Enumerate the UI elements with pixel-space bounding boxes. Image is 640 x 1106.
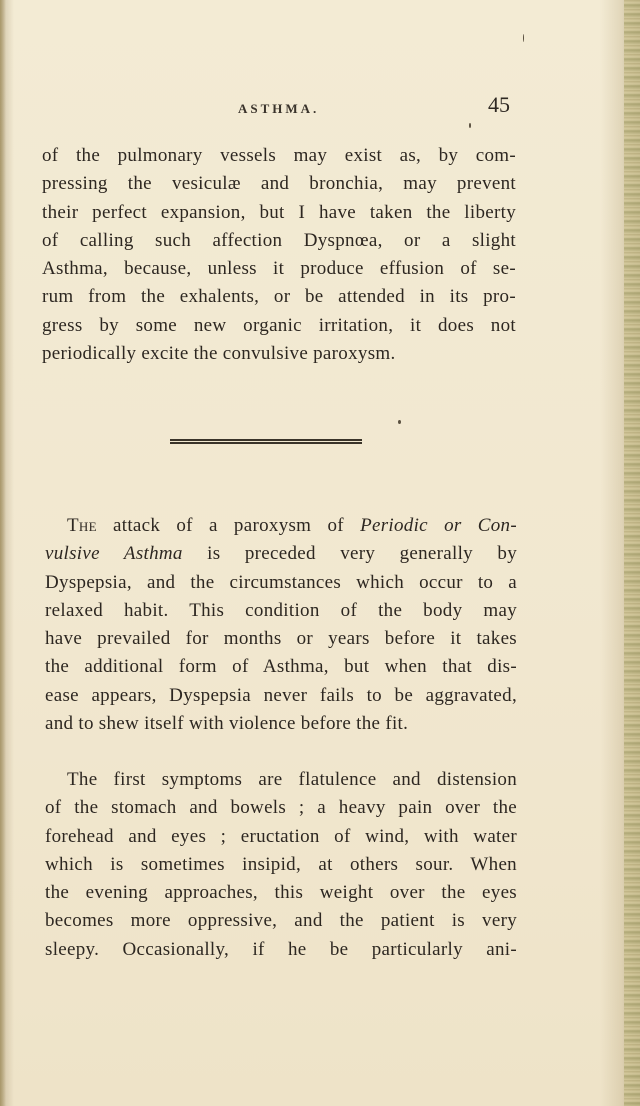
- text-line: becomes more oppressive, and the patient is very: [45, 910, 517, 932]
- ink-speck: [398, 420, 401, 424]
- text-run: attack of a paroxysm of: [96, 515, 361, 536]
- text-line: the additional form of Asthma, but when that dis-: [45, 656, 517, 678]
- paragraph-3: [45, 766, 517, 964]
- small-caps-opening: The: [67, 515, 97, 536]
- page-number: 45: [488, 92, 510, 117]
- text-line: periodically excite the convulsive paroxysm.: [42, 343, 396, 365]
- text-run: is preceded very generally by: [182, 543, 517, 565]
- text-line: and to shew itself with violence before the fit.: [45, 713, 409, 735]
- text-line: pressing the vesiculæ and bronchia, may prevent: [42, 173, 516, 195]
- text-line: of calling such affection Dyspnœa, or a slight: [42, 229, 516, 251]
- text-line: which is sometimes insipid, at others sour. When: [45, 853, 517, 875]
- text-line: relaxed habit. This condition of the body may: [45, 599, 517, 621]
- text-line: Asthma, because, unless it produce effusion of se-: [42, 258, 516, 280]
- text-line: ease appears, Dyspepsia never fails to be aggravated,: [45, 684, 517, 706]
- page-right-edge: [624, 0, 640, 1106]
- running-head: ASTHMA.: [238, 101, 320, 116]
- text-line: their perfect expansion, but I have taken the liberty: [42, 201, 516, 223]
- text-line: [45, 540, 517, 568]
- text-line: of the pulmonary vessels may exist as, by com-: [42, 145, 516, 166]
- italic-run: Periodic or Con-: [360, 515, 517, 536]
- page-left-edge: [0, 0, 6, 1106]
- text-line: rum from the exhalents, or be attended in its pro-: [42, 286, 516, 308]
- text-line: The first symptoms are flatulence and distension: [67, 769, 517, 790]
- italic-run: vulsive Asthma: [45, 543, 183, 565]
- text-line: have prevailed for months or years before it takes: [45, 628, 517, 650]
- text-line: gress by some new organic irritation, it does not: [42, 314, 516, 336]
- ink-speck: [469, 123, 471, 128]
- text-line: [45, 512, 517, 540]
- ink-speck: [523, 34, 524, 42]
- paragraph-1: [42, 142, 516, 368]
- text-line: forehead and eyes ; eructation of wind, with water: [45, 825, 517, 847]
- text-line: of the stomach and bowels ; a heavy pain over the: [45, 797, 517, 819]
- text-line: the evening approaches, this weight over the eyes: [45, 882, 517, 904]
- section-divider-rule: [170, 439, 362, 444]
- text-line: Dyspepsia, and the circumstances which occur to a: [45, 571, 517, 593]
- paragraph-2: [45, 512, 517, 738]
- text-line: sleepy. Occasionally, if he be particularly ani-: [45, 938, 517, 960]
